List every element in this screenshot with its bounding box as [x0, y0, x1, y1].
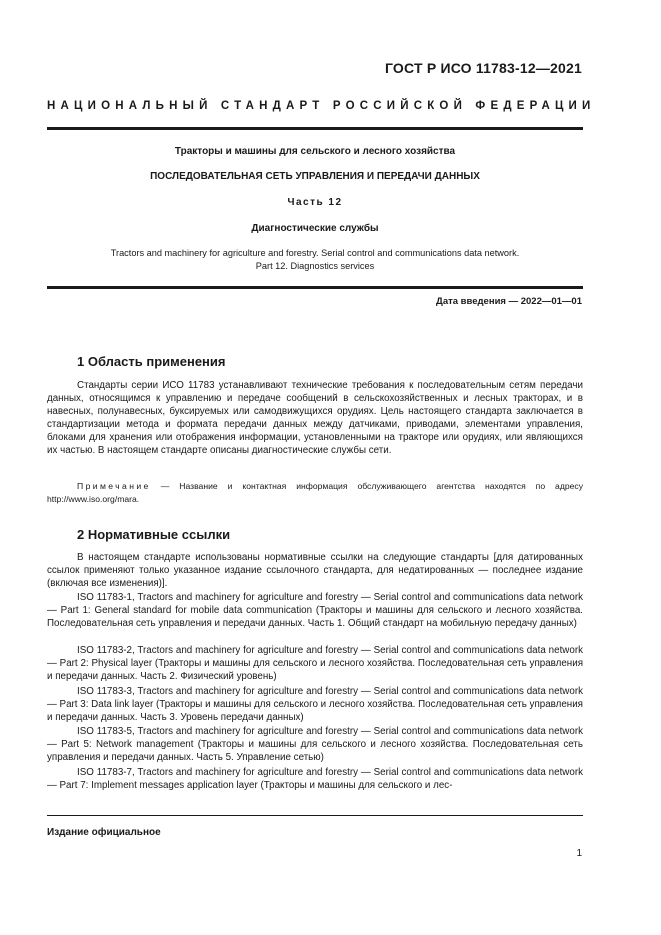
section2-intro: В настоящем стандарте использованы нормативные ссылки на следующие стандарты [для датированных ссылок применяют только указанное издание ссылочного стандарта, для недатированных — последнее издание (включая все изменения)]. — [47, 552, 583, 589]
edition-label: Издание официальное — [47, 827, 161, 838]
section1-paragraph: Стандарты серии ИСО 11783 устанавливают технические требования к последовательным сетям передачи данных, относящимся к управлению и передаче сообщений в сельскохозяйственных и лесных тракторах, и в навесных, полунавесных, буксируемых или самодвижущихся орудиях. Цель настоящего стандарта заключается в стандартизации метода и формата передачи данных между датчиками, приводами, элементами управления, блоками для хранения или отображения информации, установленными на тракторе или орудиях, или являющихся их частью. В настоящем стандарте описаны диагностические службы сети. — [47, 380, 583, 456]
national-standard-title: НАЦИОНАЛЬНЫЙ СТАНДАРТ РОССИЙСКОЙ ФЕДЕРАЦИИ — [47, 100, 596, 112]
subtitle: Диагностические службы — [251, 223, 379, 234]
reference-item: ISO 11783-2, Tractors and machinery for agriculture and forestry — Serial control and communications data network — Part 2: Physical layer (Тракторы и машины для сельского и лесного хозяйства. Последовательная сеть управления и передачи данных. Часть 2. Физический уровень) — [47, 645, 583, 682]
section1-heading: 1 Область применения — [77, 354, 226, 369]
standard-id: ГОСТ Р ИСО 11783-12—2021 — [384, 60, 582, 76]
page-number: 1 — [576, 848, 582, 859]
section1-note — [47, 480, 583, 505]
reference-item: ISO 11783-7, Tractors and machinery for agriculture and forestry — Serial control and communications data network — Part 7: Implement messages application layer (Тракторы и машины для сельского и лес- — [47, 767, 583, 791]
note-label: Примечание — [77, 481, 151, 491]
reference-item: ISO 11783-3, Tractors and machinery for agriculture and forestry — Serial control and communications data network — Part 3: Data link layer (Тракторы и машины для сельского и лесного хозяйства. Последовательная сеть управления и передачи данных. Часть 3. Уровень передачи данных) — [47, 686, 583, 723]
title-line2: ПОСЛЕДОВАТЕЛЬНАЯ СЕТЬ УПРАВЛЕНИЯ И ПЕРЕДАЧИ ДАННЫХ — [150, 171, 480, 182]
top-rule — [47, 127, 583, 130]
introduction-date: Дата введения — 2022—01—01 — [436, 296, 582, 307]
english-title-line1: Tractors and machinery for agriculture and forestry. Serial control and communications data network. — [110, 248, 520, 258]
footer-rule — [47, 815, 583, 816]
part-title: Часть 12 — [287, 197, 343, 208]
english-title — [47, 247, 583, 273]
note-text: — Название и контактная информация обслуживающего агентства находятся по адресу http://www.iso.org/mara. — [47, 481, 583, 504]
title-bottom-rule — [47, 286, 583, 289]
reference-item: ISO 11783-1, Tractors and machinery for agriculture and forestry — Serial control and communications data network — Part 1: General standard for mobile data communication (Тракторы и машины для сельского и лесного хозяйства. Последовательная сеть управления и передачи данных. Часть 1. Общий стандарт на мобильную передачу данных) — [47, 592, 583, 629]
english-title-line2: Part 12. Diagnostics services — [255, 261, 375, 271]
section2-heading: 2 Нормативные ссылки — [77, 527, 231, 542]
reference-item: ISO 11783-5, Tractors and machinery for agriculture and forestry — Serial control and communications data network — Part 5: Network management (Тракторы и машины для сельского и лесного хозяйства. Последовательная сеть управления и передачи данных. Часть 5. Управление сетью) — [47, 726, 583, 763]
title-line1: Тракторы и машины для сельского и лесного хозяйства — [174, 146, 456, 157]
